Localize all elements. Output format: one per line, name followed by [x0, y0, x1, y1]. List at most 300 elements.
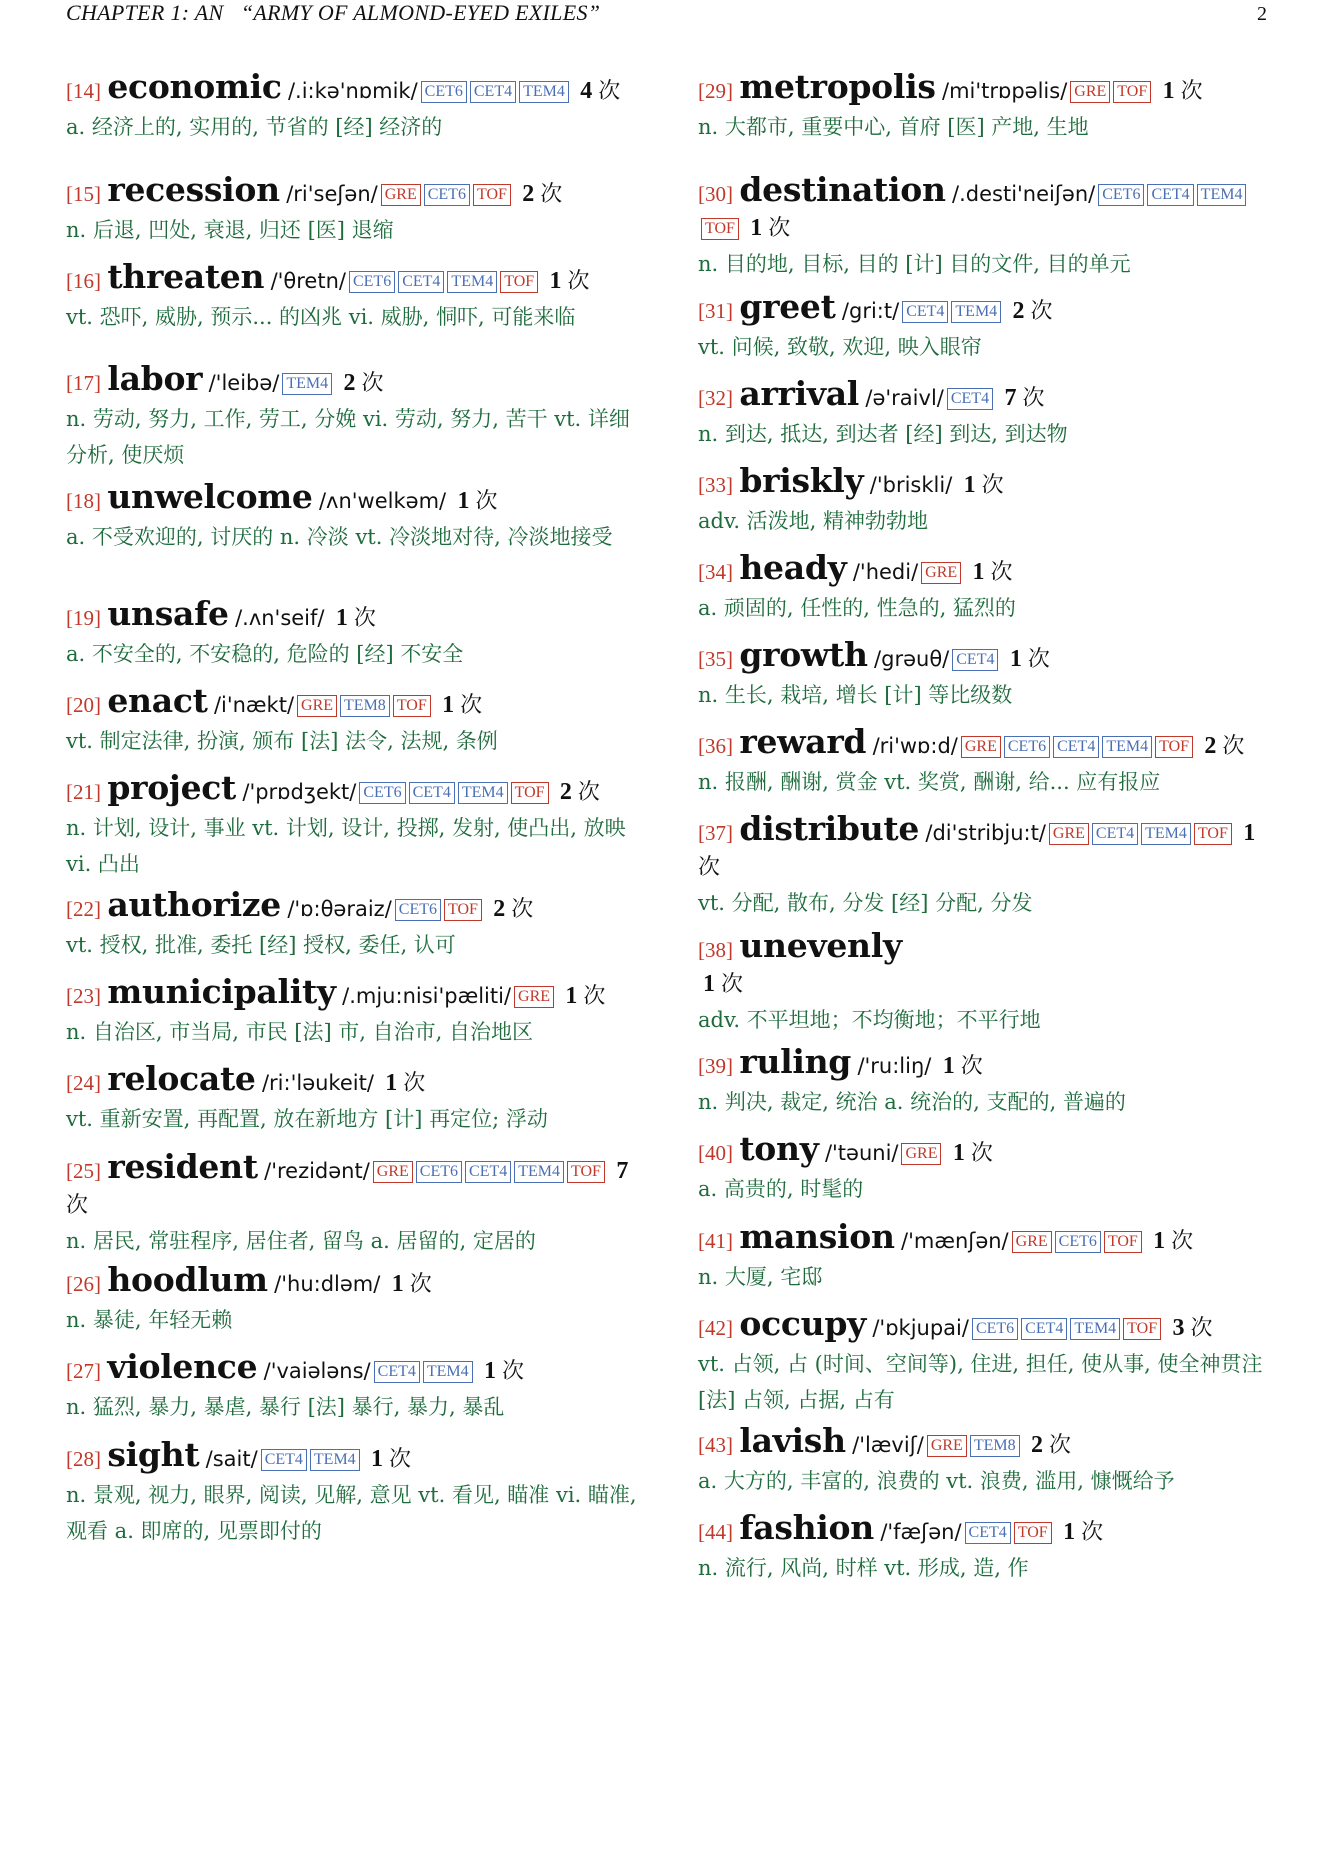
headword: growth — [739, 635, 868, 674]
headword: destination — [739, 170, 946, 209]
entry-index: [15] — [66, 182, 101, 206]
entry-headline — [698, 170, 1270, 246]
frequency-unit: 次 — [361, 371, 384, 396]
frequency-count — [1031, 1432, 1071, 1458]
entry-headline — [66, 768, 641, 810]
entry-index: [29] — [698, 79, 733, 103]
frequency-number: 1 — [952, 1140, 965, 1166]
frequency-number: 2 — [1204, 733, 1217, 759]
vocab-entry — [698, 461, 1270, 539]
frequency-number: 1 — [750, 215, 763, 241]
frequency-count — [1010, 646, 1050, 672]
phonetic: /'ɒ:θəraiz/ — [287, 897, 392, 921]
frequency-number: 2 — [493, 896, 506, 922]
exam-tag-cet4: CET4 — [1021, 1318, 1067, 1340]
frequency-number: 1 — [484, 1358, 496, 1384]
headword: hoodlum — [107, 1260, 268, 1299]
vocab-entry — [698, 722, 1270, 800]
exam-tag-tof: TOF — [1123, 1318, 1161, 1340]
exam-tag-tof: TOF — [1155, 736, 1193, 758]
entry-index: [27] — [66, 1359, 101, 1383]
frequency-number: 1 — [565, 983, 578, 1009]
vocab-entry — [66, 885, 641, 963]
phonetic: /'rezidənt/ — [264, 1159, 370, 1183]
exam-tag-gre: GRE — [373, 1161, 413, 1183]
definition: n. 报酬, 酬谢, 赏金 vt. 奖赏, 酬谢, 给... 应有报应 — [698, 770, 1161, 794]
entry-index: [16] — [66, 269, 101, 293]
phonetic: /.ʌn'seif/ — [235, 606, 325, 630]
exam-tag-tem4: TEM4 — [458, 782, 508, 804]
exam-tag-cet4: CET4 — [1147, 184, 1193, 206]
definition: a. 大方的, 丰富的, 浪费的 vt. 浪费, 滥用, 慷慨给予 — [698, 1469, 1175, 1493]
vocab-entry — [66, 1147, 641, 1259]
entry-headline — [698, 1042, 1270, 1084]
phonetic: /mi'trɒpəlis/ — [942, 79, 1068, 103]
frequency-unit: 次 — [1027, 647, 1050, 672]
frequency-unit: 次 — [981, 473, 1004, 498]
frequency-unit: 次 — [460, 693, 483, 718]
vocab-entry — [66, 1347, 641, 1425]
vocab-entry — [66, 594, 641, 672]
exam-tag-tem4: TEM4 — [282, 373, 332, 395]
exam-tag-tem4: TEM4 — [519, 81, 569, 103]
frequency-unit: 次 — [475, 489, 498, 514]
frequency-unit: 次 — [1022, 386, 1045, 411]
phonetic: /'læviʃ/ — [852, 1433, 924, 1457]
exam-tag-cet4: CET4 — [902, 301, 948, 323]
frequency-unit: 次 — [721, 972, 744, 997]
headword: arrival — [739, 374, 860, 413]
exam-tag-cet4: CET4 — [1092, 823, 1138, 845]
frequency-unit: 次 — [540, 182, 563, 207]
vocab-entry — [66, 1059, 641, 1137]
frequency-number: 1 — [335, 605, 348, 631]
frequency-unit: 次 — [567, 269, 590, 294]
frequency-count — [522, 181, 562, 207]
frequency-unit: 次 — [698, 855, 721, 880]
headword: mansion — [739, 1217, 895, 1256]
frequency-unit: 次 — [990, 560, 1013, 585]
frequency-unit: 次 — [1171, 1229, 1194, 1254]
entry-index: [39] — [698, 1054, 733, 1078]
phonetic: /'vaiələns/ — [263, 1359, 371, 1383]
phonetic: /gri:t/ — [841, 299, 900, 323]
phonetic: /.mju:nisi'pæliti/ — [342, 984, 512, 1008]
frequency-count — [1204, 733, 1244, 759]
definition: a. 顽固的, 任性的, 性急的, 猛烈的 — [698, 596, 1016, 620]
phonetic: /i'nækt/ — [213, 693, 295, 717]
exam-tag-tem4: TEM4 — [1102, 736, 1152, 758]
frequency-unit: 次 — [1222, 734, 1245, 759]
headword: lavish — [739, 1421, 846, 1460]
frequency-count — [973, 559, 1013, 585]
entry-index: [41] — [698, 1229, 733, 1253]
entry-headline — [66, 1059, 641, 1101]
definition: n. 生长, 栽培, 增长 [计] 等比级数 — [698, 683, 1013, 707]
exam-tag-tof: TOF — [701, 218, 739, 240]
entry-index: [18] — [66, 489, 101, 513]
entry-headline — [66, 972, 641, 1014]
frequency-count — [385, 1070, 425, 1096]
entry-index: [32] — [698, 386, 733, 410]
entry-index: [28] — [66, 1447, 101, 1471]
frequency-number: 1 — [385, 1070, 398, 1096]
definition: n. 猛烈, 暴力, 暴虐, 暴行 [法] 暴行, 暴力, 暴乱 — [66, 1395, 505, 1419]
exam-tag-tem4: TEM4 — [423, 1361, 473, 1383]
definition: n. 劳动, 努力, 工作, 劳工, 分娩 vi. 劳动, 努力, 苦干 vt. 详细分析, 使厌烦 — [66, 407, 630, 467]
entry-index: [35] — [698, 647, 733, 671]
frequency-number: 2 — [343, 370, 356, 396]
frequency-number: 1 — [963, 472, 976, 498]
phonetic: /'fæʃən/ — [880, 1520, 962, 1544]
exam-tag-tof: TOF — [1014, 1522, 1052, 1544]
entry-index: [25] — [66, 1159, 101, 1183]
entry-headline — [698, 635, 1270, 677]
vocab-entry — [698, 67, 1270, 145]
frequency-unit: 次 — [960, 1054, 983, 1079]
frequency-count — [1163, 78, 1203, 104]
frequency-number: 7 — [1004, 385, 1017, 411]
definition: n. 目的地, 目标, 目的 [计] 目的文件, 目的单元 — [698, 252, 1131, 276]
frequency-number: 3 — [1172, 1315, 1185, 1341]
headword: metropolis — [739, 67, 936, 106]
exam-tag-tof: TOF — [473, 184, 511, 206]
definition: n. 居民, 常驻程序, 居住者, 留鸟 a. 居留的, 定居的 — [66, 1229, 536, 1253]
frequency-number: 1 — [942, 1053, 955, 1079]
frequency-count — [750, 215, 790, 241]
headword: reward — [739, 722, 867, 761]
vocab-entry — [698, 1217, 1270, 1295]
definition: n. 判决, 裁定, 统治 a. 统治的, 支配的, 普遍的 — [698, 1090, 1126, 1114]
definition: n. 流行, 风尚, 时样 vt. 形成, 造, 作 — [698, 1556, 1029, 1580]
definition: a. 经济上的, 实用的, 节省的 [经] 经济的 — [66, 115, 443, 139]
frequency-unit: 次 — [403, 1071, 426, 1096]
exam-tag-cet4: CET4 — [952, 649, 998, 671]
entry-headline — [66, 594, 641, 636]
exam-tag-cet6: CET6 — [359, 782, 405, 804]
entry-index: [21] — [66, 780, 101, 804]
entry-index: [30] — [698, 182, 733, 206]
vocab-entry — [66, 972, 641, 1050]
chapter-title: CHAPTER 1: AN “ARMY OF ALMOND-EYED EXILES” — [66, 0, 601, 25]
headword: unwelcome — [107, 477, 313, 516]
frequency-count — [336, 605, 376, 631]
headword: violence — [107, 1347, 258, 1386]
definition: n. 计划, 设计, 事业 vt. 计划, 设计, 投掷, 发射, 使凸出, 放映 vi. 凸出 — [66, 816, 626, 876]
frequency-unit: 次 — [353, 606, 376, 631]
headword: sight — [107, 1435, 200, 1474]
frequency-count — [1013, 298, 1053, 324]
entry-headline — [698, 67, 1270, 109]
headword: enact — [107, 681, 208, 720]
phonetic: /'hu:dləm/ — [274, 1272, 381, 1296]
vocab-entry — [698, 1304, 1270, 1418]
exam-tag-cet6: CET6 — [416, 1161, 462, 1183]
vocab-entry — [698, 287, 1270, 365]
frequency-count — [484, 1358, 524, 1384]
exam-tag-cet4: CET4 — [965, 1522, 1011, 1544]
exam-tag-tem4: TEM4 — [1070, 1318, 1120, 1340]
vocab-entry — [698, 170, 1270, 282]
entry-headline — [66, 170, 641, 212]
entry-index: [17] — [66, 371, 101, 395]
exam-tag-tof: TOF — [1194, 823, 1232, 845]
exam-tag-tem8: TEM8 — [340, 695, 390, 717]
frequency-unit: 次 — [768, 216, 791, 241]
entry-headline — [66, 1147, 641, 1223]
entry-index: [26] — [66, 1272, 101, 1296]
phonetic: /'ɒkjupai/ — [872, 1316, 969, 1340]
phonetic: /sait/ — [205, 1447, 258, 1471]
vocab-entry — [66, 1435, 641, 1549]
phonetic: /ri'seʃən/ — [286, 182, 378, 206]
frequency-number: 2 — [1030, 1432, 1043, 1458]
exam-tag-tof: TOF — [393, 695, 431, 717]
entry-headline — [66, 681, 641, 723]
frequency-number: 4 — [580, 78, 593, 104]
frequency-unit: 次 — [598, 79, 621, 104]
definition: n. 暴徒, 年轻无赖 — [66, 1308, 233, 1332]
frequency-count — [493, 896, 533, 922]
headword: distribute — [739, 809, 920, 848]
entry-headline — [66, 67, 641, 109]
entry-index: [42] — [698, 1316, 733, 1340]
exam-tag-gre: GRE — [901, 1143, 941, 1165]
page-header — [66, 0, 1267, 30]
entry-index: [20] — [66, 693, 101, 717]
frequency-unit: 次 — [511, 897, 534, 922]
frequency-count — [344, 370, 384, 396]
vocab-entry — [66, 170, 641, 248]
definition: vt. 制定法律, 扮演, 颁布 [法] 法令, 法规, 条例 — [66, 729, 498, 753]
frequency-unit: 次 — [66, 1193, 89, 1218]
definition: vt. 恐吓, 威胁, 预示... 的凶兆 vi. 威胁, 恫吓, 可能来临 — [66, 305, 576, 329]
exam-tag-cet6: CET6 — [1098, 184, 1144, 206]
exam-tag-tem4: TEM4 — [1197, 184, 1247, 206]
entry-headline — [698, 287, 1270, 329]
entry-headline — [66, 1435, 641, 1477]
exam-tag-cet6: CET6 — [349, 271, 395, 293]
frequency-number: 1 — [1243, 820, 1256, 846]
entry-headline — [698, 809, 1270, 885]
frequency-count — [943, 1053, 983, 1079]
frequency-number: 1 — [371, 1446, 384, 1472]
headword: threaten — [107, 257, 265, 296]
exam-tag-gre: GRE — [297, 695, 337, 717]
headword: economic — [107, 67, 282, 106]
frequency-unit: 次 — [1190, 1316, 1213, 1341]
definition: vt. 占领, 占 (时间、空间等), 住进, 担任, 使从事, 使全神贯注 [法] 占领, 占据, 占有 — [698, 1352, 1263, 1412]
frequency-unit: 次 — [1048, 1433, 1071, 1458]
headword: municipality — [107, 972, 336, 1011]
definition: adv. 不平坦地；不均衡地；不平行地 — [698, 1008, 1041, 1032]
frequency-unit: 次 — [1081, 1520, 1104, 1545]
exam-tag-cet6: CET6 — [1055, 1231, 1101, 1253]
frequency-unit: 次 — [1030, 299, 1053, 324]
vocab-entry — [698, 926, 1270, 1038]
exam-tag-gre: GRE — [921, 562, 961, 584]
exam-tag-cet6: CET6 — [421, 81, 467, 103]
exam-tag-tem4: TEM4 — [1141, 823, 1191, 845]
entry-headline — [66, 1260, 641, 1302]
frequency-unit: 次 — [583, 984, 606, 1009]
vocab-entry — [66, 477, 641, 555]
exam-tag-gre: GRE — [514, 986, 554, 1008]
vocab-entry — [698, 1421, 1270, 1499]
entry-headline — [698, 722, 1270, 764]
vocab-entry — [66, 359, 641, 473]
exam-tag-cet4: CET4 — [470, 81, 516, 103]
entry-index: [38] — [698, 938, 733, 962]
headword: briskly — [739, 461, 864, 500]
exam-tag-tof: TOF — [567, 1161, 605, 1183]
entry-headline — [698, 1129, 1270, 1171]
entry-headline — [698, 461, 1270, 503]
headword: unevenly — [739, 926, 902, 965]
exam-tag-gre: GRE — [1070, 81, 1110, 103]
vocab-entry — [698, 1129, 1270, 1207]
headword: ruling — [739, 1042, 852, 1081]
definition: vt. 问候, 致敬, 欢迎, 映入眼帘 — [698, 335, 982, 359]
exam-tag-cet4: CET4 — [374, 1361, 420, 1383]
entry-index: [24] — [66, 1071, 101, 1095]
exam-tag-tof: TOF — [511, 782, 549, 804]
entry-headline — [698, 548, 1270, 590]
exam-tag-gre: GRE — [961, 736, 1001, 758]
frequency-count — [953, 1140, 993, 1166]
definition: vt. 授权, 批准, 委托 [经] 授权, 委任, 认可 — [66, 933, 456, 957]
entry-index: [34] — [698, 560, 733, 584]
vocab-entry — [66, 768, 641, 882]
definition: n. 景观, 视力, 眼界, 阅读, 见解, 意见 vt. 看见, 瞄准 vi. 瞄准, 观看 a. 即席的, 见票即付的 — [66, 1483, 637, 1543]
frequency-number: 1 — [391, 1271, 404, 1297]
phonetic: /'mænʃən/ — [901, 1229, 1009, 1253]
entry-headline — [698, 374, 1270, 416]
phonetic: /'hedi/ — [852, 560, 919, 584]
entry-headline — [698, 926, 1270, 1002]
frequency-count — [442, 692, 482, 718]
headword: project — [107, 768, 237, 807]
frequency-number: 1 — [457, 488, 470, 514]
frequency-unit: 次 — [502, 1359, 525, 1384]
frequency-count — [560, 779, 600, 805]
phonetic: /ə'raivl/ — [865, 386, 944, 410]
frequency-count — [1004, 385, 1044, 411]
definition: adv. 活泼地, 精神勃勃地 — [698, 509, 929, 533]
entry-headline — [698, 1421, 1270, 1463]
entry-index: [33] — [698, 473, 733, 497]
frequency-count — [1172, 1315, 1212, 1341]
phonetic: /.desti'neiʃən/ — [952, 182, 1096, 206]
exam-tag-tem8: TEM8 — [970, 1435, 1020, 1457]
headword: labor — [107, 359, 203, 398]
vocab-entry — [698, 374, 1270, 452]
vocab-entry — [698, 1508, 1270, 1586]
entry-index: [37] — [698, 821, 733, 845]
definition: a. 不受欢迎的, 讨厌的 n. 冷淡 vt. 冷淡地对待, 冷淡地接受 — [66, 525, 613, 549]
phonetic: /ri:'ləukeit/ — [261, 1071, 374, 1095]
frequency-number: 1 — [1009, 646, 1022, 672]
entry-index: [14] — [66, 79, 101, 103]
entry-headline — [66, 359, 641, 401]
phonetic: /'leibə/ — [208, 371, 280, 395]
frequency-count — [392, 1271, 432, 1297]
exam-tag-tem4: TEM4 — [447, 271, 497, 293]
frequency-unit: 次 — [389, 1447, 412, 1472]
phonetic: /'prɒdʒekt/ — [242, 780, 357, 804]
definition: a. 不安全的, 不安稳的, 危险的 [经] 不安全 — [66, 642, 464, 666]
exam-tag-gre: GRE — [1012, 1231, 1052, 1253]
vocab-entry — [698, 548, 1270, 626]
entry-headline — [66, 257, 641, 299]
headword: greet — [739, 287, 836, 326]
frequency-number: 2 — [522, 181, 535, 207]
entry-index: [40] — [698, 1141, 733, 1165]
phonetic: /grəuθ/ — [874, 647, 950, 671]
frequency-unit: 次 — [577, 780, 600, 805]
frequency-number: 1 — [549, 268, 562, 294]
vocab-entry — [66, 257, 641, 335]
entry-index: [19] — [66, 606, 101, 630]
exam-tag-cet6: CET6 — [395, 899, 441, 921]
exam-tag-gre: GRE — [1049, 823, 1089, 845]
frequency-number: 1 — [703, 971, 715, 997]
exam-tag-cet4: CET4 — [261, 1449, 307, 1471]
vocab-entry — [698, 635, 1270, 713]
exam-tag-cet6: CET6 — [424, 184, 470, 206]
entry-index: [31] — [698, 299, 733, 323]
frequency-count — [580, 78, 620, 104]
frequency-number: 1 — [442, 692, 455, 718]
exam-tag-tof: TOF — [1104, 1231, 1142, 1253]
frequency-unit: 次 — [409, 1272, 432, 1297]
exam-tag-tem4: TEM4 — [951, 301, 1001, 323]
vocab-entry — [66, 1260, 641, 1338]
definition: n. 自治区, 市当局, 市民 [法] 市, 自治市, 自治地区 — [66, 1020, 534, 1044]
headword: authorize — [107, 885, 281, 924]
headword: resident — [107, 1147, 258, 1186]
headword: recession — [107, 170, 280, 209]
frequency-count — [1153, 1228, 1193, 1254]
entry-index: [23] — [66, 984, 101, 1008]
page-number: 2 — [1257, 3, 1267, 25]
exam-tag-cet4: CET4 — [409, 782, 455, 804]
entry-index: [43] — [698, 1433, 733, 1457]
headword: relocate — [107, 1059, 256, 1098]
definition: vt. 分配, 散布, 分发 [经] 分配, 分发 — [698, 891, 1033, 915]
vocab-entry — [66, 681, 641, 759]
exam-tag-cet4: CET4 — [465, 1161, 511, 1183]
definition: vt. 重新安置, 再配置, 放在新地方 [计] 再定位; 浮动 — [66, 1107, 548, 1131]
headword: tony — [739, 1129, 819, 1168]
frequency-number: 7 — [616, 1158, 629, 1184]
frequency-count — [964, 472, 1004, 498]
exam-tag-gre: GRE — [927, 1435, 967, 1457]
definition: a. 高贵的, 时髦的 — [698, 1177, 864, 1201]
phonetic: /'təuni/ — [824, 1141, 899, 1165]
headword: occupy — [739, 1304, 866, 1343]
frequency-unit: 次 — [1180, 79, 1203, 104]
definition: n. 大都市, 重要中心, 首府 [医] 产地, 生地 — [698, 115, 1089, 139]
phonetic: /ʌn'welkəm/ — [318, 489, 447, 513]
vocab-entry — [698, 1042, 1270, 1120]
entry-headline — [698, 1217, 1270, 1259]
headword: heady — [739, 548, 847, 587]
frequency-count — [550, 268, 590, 294]
exam-tag-tof: TOF — [444, 899, 482, 921]
headword: unsafe — [107, 594, 229, 633]
exam-tag-cet4: CET4 — [947, 388, 993, 410]
